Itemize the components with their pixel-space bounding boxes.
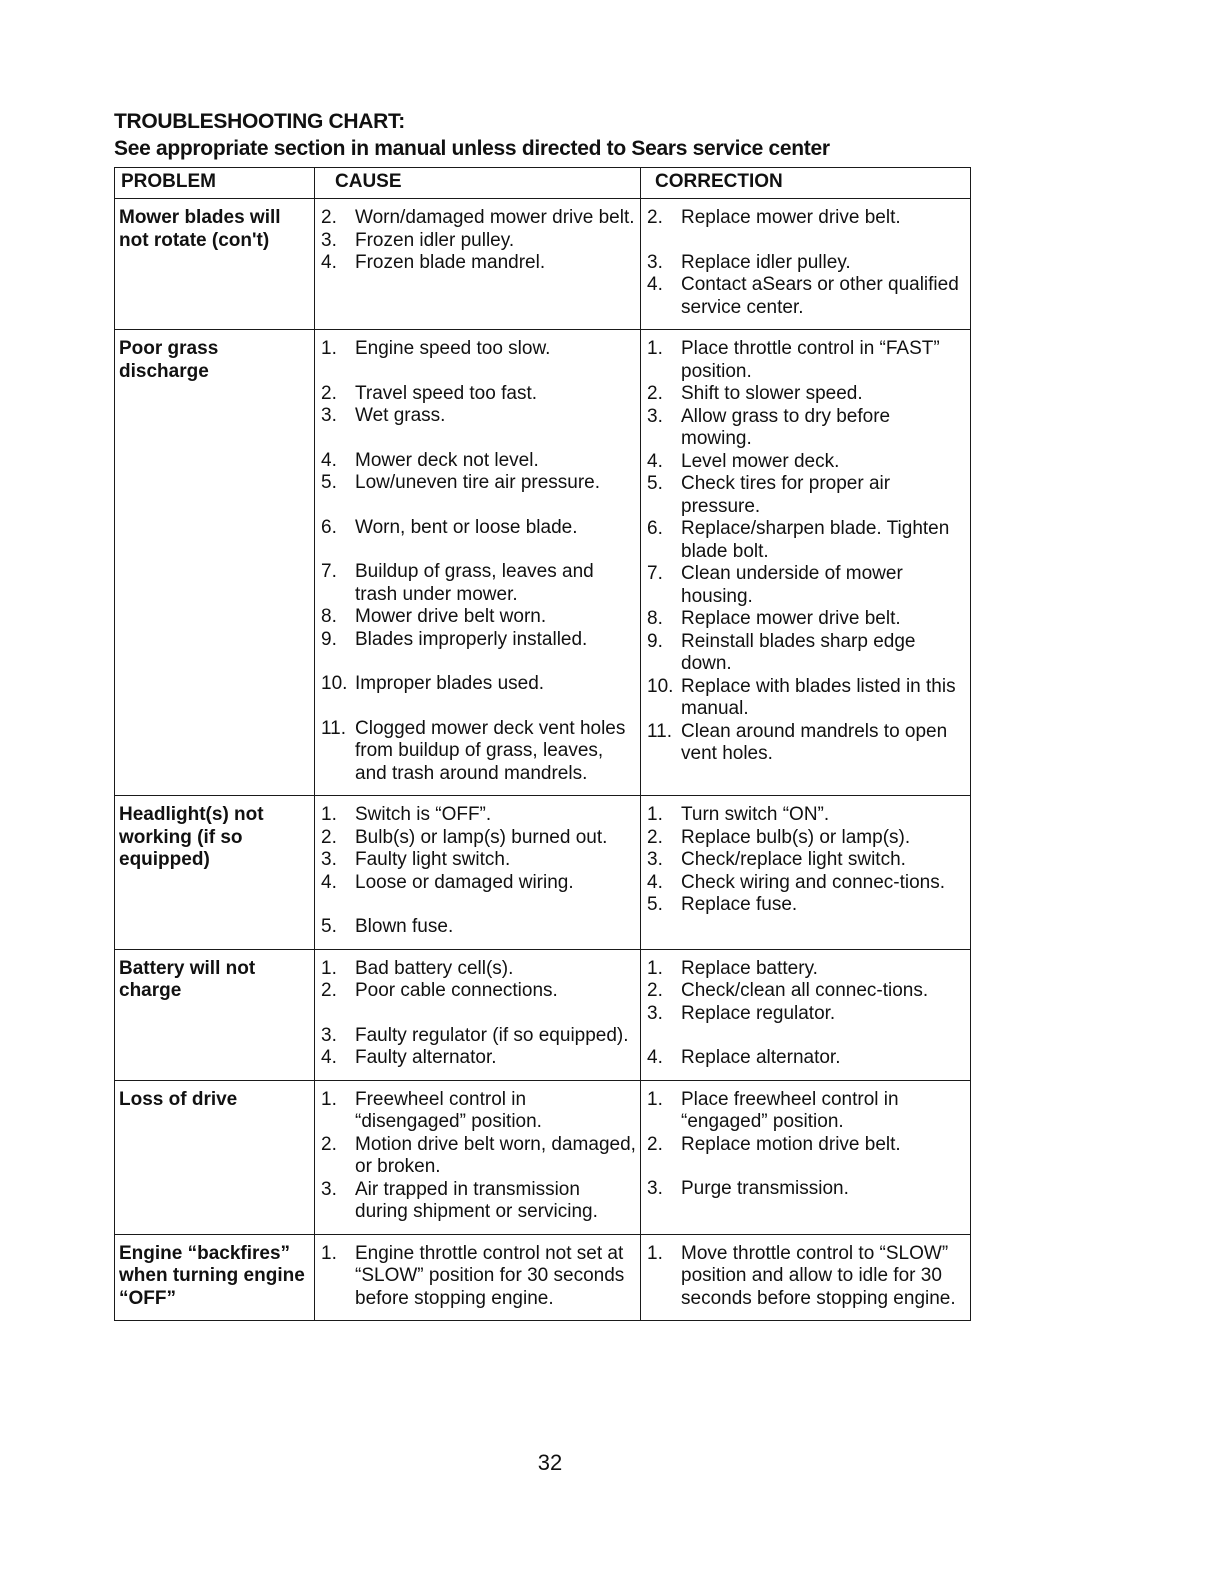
list-item: 2. Travel speed too fast. (321, 382, 538, 404)
problem-cell: Poor grass discharge (115, 330, 315, 796)
troubleshooting-table (114, 167, 971, 1321)
column-header-cause: CAUSE (315, 168, 641, 199)
list-item: 7. Clean underside of mower housing. (647, 563, 903, 607)
list-item: 1. Move throttle control to “SLOW” position and allow to idle for 30 seconds before stopping engine. (647, 1242, 956, 1309)
list-item: 9. Blades improperly installed. (321, 628, 588, 650)
list-item: 3. Frozen idler pulley. (321, 229, 515, 251)
list-item: 2. Bulb(s) or lamp(s) burned out. (321, 826, 608, 848)
list-item: 6. Replace/sharpen blade. Tighten blade bolt. (647, 518, 950, 562)
list-item: 2. Poor cable connections. (321, 980, 558, 1001)
list-item: 3. Replace regulator. (647, 1002, 836, 1024)
list-item: 2. Replace bulb(s) or lamp(s). (647, 826, 911, 848)
list-item: 5. Low/uneven tire air pressure. (321, 472, 601, 493)
list-item: 3. Allow grass to dry before mowing. (647, 405, 891, 449)
cause-cell (315, 796, 641, 950)
table-row (115, 796, 971, 950)
cause-cell (315, 1080, 641, 1234)
correction-cell (641, 796, 971, 950)
page-number: 32 (537, 1450, 563, 1475)
list-item: 4. Loose or damaged wiring. (321, 871, 574, 893)
page-title: TROUBLESHOOTING CHART: (114, 110, 405, 133)
list-item: 1. Engine throttle control not set at “SLOW” position for 30 seconds before stopping engine. (321, 1242, 625, 1309)
correction-cell (641, 199, 971, 330)
correction-cell (641, 330, 971, 796)
correction-cell (641, 1080, 971, 1234)
problem-cell: Battery will not charge (115, 949, 315, 1080)
list-item: 2. Shift to slower speed. (647, 383, 863, 404)
list-item: 1. Turn switch “ON”. (647, 804, 830, 825)
cause-cell (315, 330, 641, 796)
list-item: 8. Replace mower drive belt. (647, 608, 901, 629)
list-item: 1. Place throttle control in “FAST” position. (647, 338, 940, 382)
list-item: 11. Clogged mower deck vent holes from buildup of grass, leaves, and trash around mandrels. (321, 717, 626, 784)
list-item: 3. Purge transmission. (647, 1178, 849, 1199)
list-item: 7. Buildup of grass, leaves and trash under mower. (321, 561, 594, 605)
list-item: 3. Replace idler pulley. (647, 251, 851, 273)
list-item: 5. Replace fuse. (647, 894, 798, 915)
correction-cell (641, 949, 971, 1080)
list-item: 11. Clean around mandrels to open vent holes. (647, 720, 948, 764)
list-item: 1. Place freewheel control in “engaged” position. (647, 1088, 899, 1132)
table-row (115, 1234, 971, 1321)
table-row (115, 199, 971, 330)
list-item: 1. Switch is “OFF”. (321, 804, 492, 825)
list-item: 6. Worn, bent or loose blade. (321, 516, 578, 538)
table-row (115, 1080, 971, 1234)
list-item: 2. Replace mower drive belt. (647, 207, 901, 228)
column-header-correction: CORRECTION (641, 168, 971, 199)
problem-cell: Engine “backfires” when turning engine “OFF” (115, 1234, 315, 1321)
list-item: 5. Blown fuse. (321, 916, 454, 937)
list-item: 4. Contact aSears or other qualified service center. (647, 274, 959, 318)
list-item: 10. Improper blades used. (321, 673, 545, 694)
list-item: 1. Freewheel control in “disengaged” position. (321, 1088, 542, 1132)
table-row (115, 330, 971, 796)
list-item: 10. Replace with blades listed in this manual. (647, 675, 956, 719)
list-item: 3. Air trapped in transmission during shipment or servicing. (321, 1178, 598, 1222)
correction-cell (641, 1234, 971, 1321)
list-item: 1. Bad battery cell(s). (321, 957, 514, 979)
table-header-row (115, 168, 971, 199)
list-item: 2. Replace motion drive belt. (647, 1133, 901, 1155)
list-item: 4. Faulty alternator. (321, 1047, 497, 1068)
column-header-problem: PROBLEM (115, 168, 315, 199)
list-item: 4. Level mower deck. (647, 450, 840, 472)
list-item: 1. Replace battery. (647, 957, 818, 979)
list-item: 2. Worn/damaged mower drive belt. (321, 207, 635, 228)
list-item: 8. Mower drive belt worn. (321, 606, 547, 627)
list-item: 2. Motion drive belt worn, damaged, or broken. (321, 1133, 636, 1177)
list-item: 3. Faulty regulator (if so equipped). (321, 1024, 629, 1046)
list-item: 4. Check wiring and connec-tions. (647, 871, 946, 893)
problem-cell: Headlight(s) not working (if so equipped) (115, 796, 315, 950)
cause-cell (315, 1234, 641, 1321)
list-item: 5. Check tires for proper air pressure. (647, 473, 891, 517)
list-item: 4. Mower deck not level. (321, 449, 539, 471)
list-item: 3. Faulty light switch. (321, 849, 511, 870)
list-item: 3. Wet grass. (321, 405, 446, 426)
list-item: 1. Engine speed too slow. (321, 338, 551, 359)
table-row (115, 949, 971, 1080)
list-item: 9. Reinstall blades sharp edge down. (647, 630, 916, 674)
problem-cell: Loss of drive (115, 1080, 315, 1234)
list-item: 2. Check/clean all connec-tions. (647, 980, 929, 1001)
list-item: 4. Frozen blade mandrel. (321, 252, 546, 273)
cause-cell (315, 949, 641, 1080)
chart-header (114, 108, 994, 162)
problem-cell: Mower blades will not rotate (con't) (115, 199, 315, 330)
list-item: 3. Check/replace light switch. (647, 849, 906, 870)
cause-cell (315, 199, 641, 330)
list-item: 4. Replace alternator. (647, 1047, 841, 1068)
page-subtitle: See appropriate section in manual unless directed to Sears service center (114, 137, 830, 160)
